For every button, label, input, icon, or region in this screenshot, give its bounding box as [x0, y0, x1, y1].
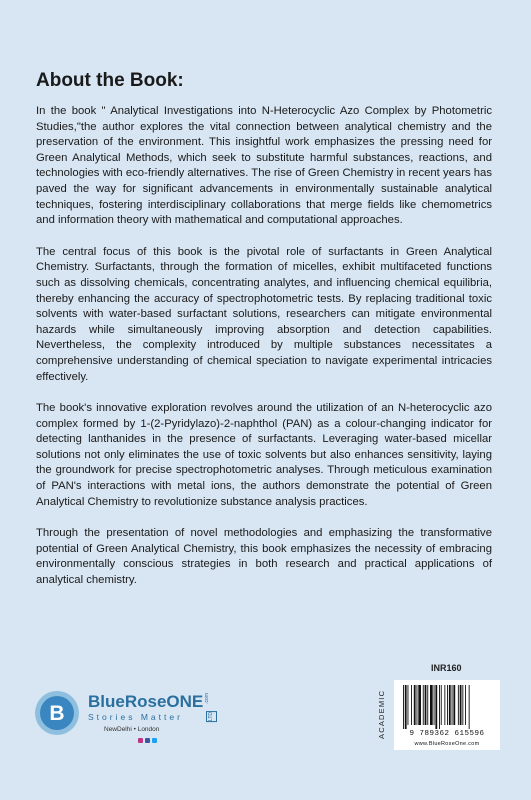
- barcode: [394, 680, 500, 750]
- paragraph: Through the presentation of novel methodologies and emphasizing the transformative potential of Green Analytical Chemistry, this book emphasizes the necessity of embracing environmentally conscious strategies in both research and practical applications of analytical chemistry.: [36, 527, 492, 587]
- category-label: ACADEMIC: [377, 689, 386, 739]
- barcode-bars: [401, 685, 493, 729]
- barcode-bar: [414, 685, 416, 725]
- barcode-bar: [452, 685, 453, 725]
- barcode-bar: [434, 685, 435, 725]
- barcode-bar: [460, 685, 462, 725]
- barcode-bar: [430, 685, 433, 725]
- bluerose-logo-icon: [34, 690, 80, 736]
- barcode-bar: [435, 685, 437, 729]
- publisher-logo: [34, 690, 234, 750]
- barcode-bar: [465, 685, 466, 725]
- barcode-bar: [425, 685, 427, 725]
- publisher-name: BlueRoseONE: [88, 692, 204, 711]
- barcode-bar: [408, 685, 409, 725]
- barcode-bar: [403, 685, 404, 729]
- barcode-bar: [447, 685, 448, 725]
- paragraph: The central focus of this book is the pivotal role of surfactants in Green Analytical Chemistry. Surfactants, through the formation of micelles, exhibit multifaceted functions such as dissolving chemicals, concentrating analytes, and influencing chemical equilibria, thereby enhancing the accuracy of spectrophotometric tests. By replacing traditional toxic solvents with water-based surfactant solutions, researchers can mitigate environmental hazards while simultaneously improving absorption and detection capabilities. Nevertheless, the complexity introduced by multiple substances necessitates a comprehensive understanding of chemical speciation to navigate experimental intricacies effectively.: [36, 245, 492, 383]
- barcode-bar: [423, 685, 424, 725]
- barcode-bar: [453, 685, 455, 725]
- price-label: INR160: [431, 663, 462, 673]
- barcode-bar: [427, 685, 428, 725]
- barcode-bar: [439, 685, 440, 729]
- barcode-bar: [458, 685, 459, 725]
- page-title: About the Book:: [36, 70, 184, 91]
- twitter-icon: [152, 738, 157, 743]
- social-icons: [138, 738, 157, 743]
- paragraph: In the book " Analytical Investigations into N-Heterocyclic Azo Complex by Photometric Studies,"the author explores the vital connection between analytical chemistry and the preservation of the environment. This insightful work emphasizes the pressing need for Green Analytical Methods, which seek to substitute harmful substances, reactions, and technologies with eco-friendly alternatives. The rise of Green Chemistry in recent years has paved the way for significant advancements in environmentally sustainable analytical techniques, fostering interdisciplinary collaborations that merge fields like chemometrics and information theory with mathematical and computational approaches.: [36, 105, 492, 227]
- barcode-bar: [469, 685, 470, 729]
- barcode-bar: [444, 685, 445, 725]
- publisher-tagline: Stories Matter: [88, 712, 183, 722]
- barcode-bar: [411, 685, 412, 725]
- publisher-website: www.BlueRoseOne.com: [414, 741, 480, 747]
- barcode-bar: [441, 685, 442, 725]
- barcode-bar: [462, 685, 463, 725]
- barcode-bar: [417, 685, 418, 725]
- ltd-mark: LTD: [206, 711, 217, 722]
- facebook-icon: [145, 738, 150, 743]
- paragraph: The book's innovative exploration revolves around the utilization of an N-heterocyclic azo complex formed by 1-(2-Pyridylazo)-2-naphthol (PAN) as a colour-changing indicator for detecting lanthanides in the presence of surfactants. Leveraging water-based micellar solutions not only eliminates the use of toxic solvents but also enhances sensitivity, laying the groundwork for precise spectrophotometric analyses. Through meticulous examination of PAN's interactions with metal ions, the authors demonstrate the potential of Green Analytical Chemistry to revolutionize substance analysis practices.: [36, 402, 492, 508]
- instagram-icon: [138, 738, 143, 743]
- barcode-bar: [449, 685, 451, 725]
- publisher-domain: .com: [204, 693, 210, 704]
- publisher-cities: NewDelhi • London: [104, 726, 160, 733]
- barcode-bar: [418, 685, 421, 725]
- svg-text:B: B: [49, 702, 65, 725]
- barcode-bar: [405, 685, 407, 729]
- isbn-number: 9 789362 615596: [409, 730, 485, 738]
- about-text: [36, 104, 492, 605]
